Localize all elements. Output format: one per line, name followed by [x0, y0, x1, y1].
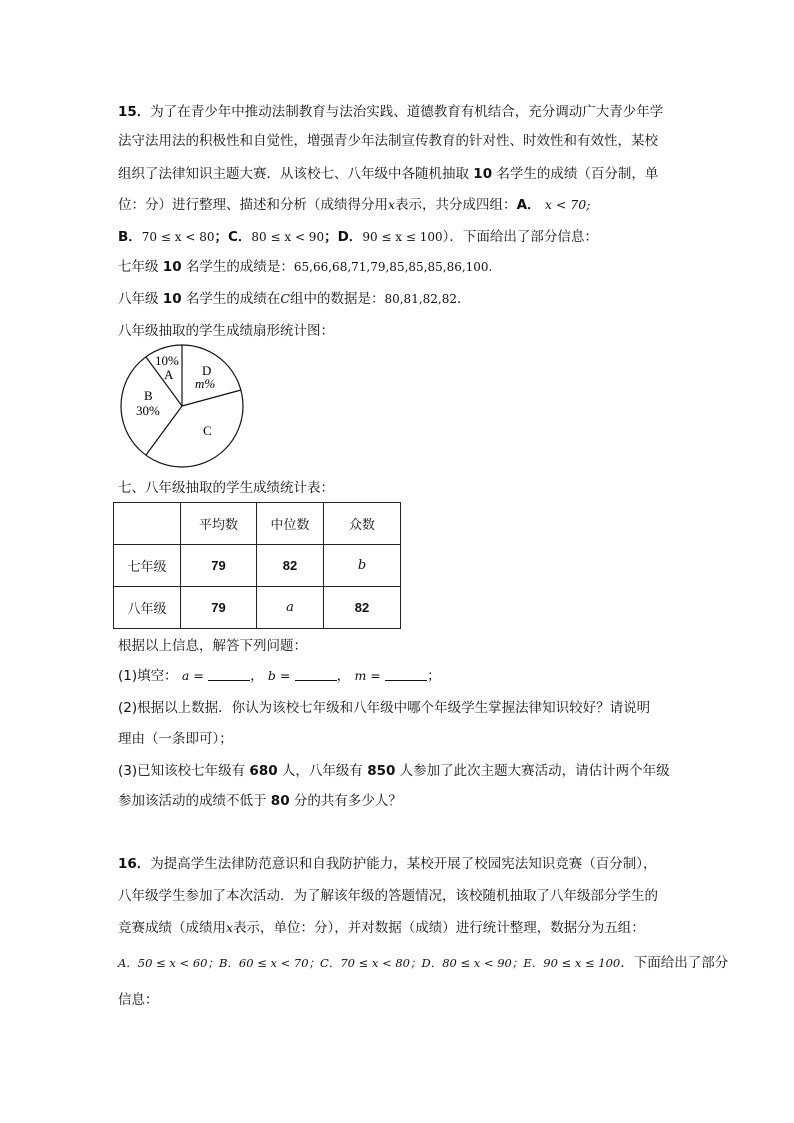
table-cell: 82	[257, 545, 324, 587]
q15-line5: B．70 ≤ x < 80；C．80 ≤ x < 90；D．90 ≤ x ≤ 100）．下面给出了部分信息：	[118, 229, 598, 245]
q15-line1: 15．为了在青少年中推动法制教育与法治实践、道德教育有机结合，充分调动广大青少年学	[118, 104, 664, 120]
table-cell: b	[324, 545, 401, 587]
table-row	[114, 545, 401, 587]
q16-line1: 16．为提高学生法律防范意识和自我防护能力，某校开展了校园宪法知识竞赛（百分制），	[118, 856, 657, 872]
table-row	[114, 587, 401, 629]
pie-a-label: A	[164, 367, 174, 382]
table-header-cell	[114, 503, 181, 545]
part3-line1: (3)已知该校七年级有 680 人，八年级有 850 人参加了此次主题大赛活动，请估计两个年级	[118, 763, 670, 779]
q15-number: 15．	[118, 104, 151, 120]
q15-line2: 法守法用法的积极性和自觉性，增强青少年法制宣传教育的针对性、时效性和有效性，某校	[118, 133, 658, 149]
table-cell: 79	[181, 545, 257, 587]
table-caption: 七、八年级抽取的学生成绩统计表：	[118, 480, 334, 496]
grade7-scores-line: 七年级 10 名学生的成绩是：65,66,68,71,79,85,85,85,86,100.	[118, 259, 493, 275]
table-header-row	[114, 503, 401, 545]
pie-c-label: C	[203, 423, 212, 438]
pie-chart	[110, 338, 260, 478]
table-header-cell: 平均数	[181, 503, 257, 545]
part2-line1: (2)根据以上数据．你认为该校七年级和八年级中哪个年级学生掌握法律知识较好？请说明	[118, 700, 651, 716]
blank-m	[385, 668, 427, 681]
table-row-label: 七年级	[114, 545, 181, 587]
part2-line2: 理由（一条即可）；	[118, 731, 233, 747]
stats-table	[113, 502, 401, 629]
q16-line4: A．50 ≤ x < 60；B．60 ≤ x < 70；C．70 ≤ x < 80；D．80 ≤ x < 90；E．90 ≤ x ≤ 100．下面给出了部分	[118, 955, 729, 971]
pie-caption: 八年级抽取的学生成绩扇形统计图：	[118, 323, 334, 339]
table-header-cell: 中位数	[257, 503, 324, 545]
pie-b-label: B	[144, 388, 153, 403]
part3-line2: 参加该活动的成绩不低于 80 分的共有多少人？	[118, 793, 402, 809]
pie-b-pct: 30%	[136, 403, 160, 418]
q15-line4: 位：分）进行整理、描述和分析（成绩得分用x表示，共分成四组：A． x < 70;	[118, 197, 591, 213]
q16-line2: 八年级学生参加了本次活动．为了解该年级的答题情况，该校随机抽取了八年级部分学生的	[118, 888, 658, 904]
pie-d-pct: m%	[195, 376, 216, 391]
q15-line3: 组织了法律知识主题大赛．从该校七、八年级中各随机抽取 10 名学生的成绩（百分制，单	[118, 166, 659, 182]
table-cell: 79	[181, 587, 257, 629]
table-row-label: 八年级	[114, 587, 181, 629]
q16-line5: 信息：	[118, 992, 159, 1008]
answer-intro: 根据以上信息，解答下列问题：	[118, 638, 307, 654]
q16-number: 16．	[118, 856, 151, 872]
table-cell: 82	[324, 587, 401, 629]
part1-fill: (1)填空： a = ， b = ， m = ；	[118, 668, 441, 684]
pie-a-pct: 10%	[155, 353, 179, 368]
table-cell: a	[257, 587, 324, 629]
grade8-scores-line: 八年级 10 名学生的成绩在C组中的数据是：80,81,82,82．	[118, 291, 471, 307]
pie-d-label: D	[202, 363, 212, 378]
blank-a	[208, 668, 250, 681]
q16-line3: 竞赛成绩（成绩用x表示，单位：分），并对数据（成绩）进行统计整理，数据分为五组：	[118, 920, 645, 936]
table-header-cell: 众数	[324, 503, 401, 545]
blank-b	[295, 668, 337, 681]
